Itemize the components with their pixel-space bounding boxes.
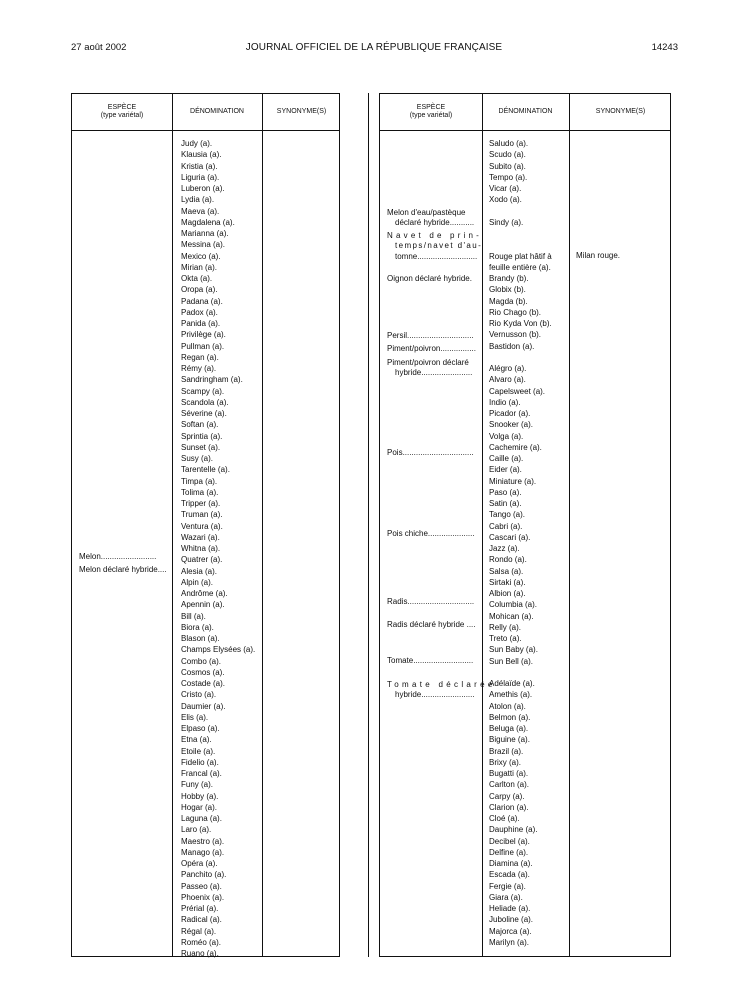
variety-entry: Indio (a).: [489, 397, 521, 407]
variety-entry: Judy (a).: [181, 139, 213, 148]
variety-entry: Juboline (a).: [489, 915, 534, 925]
species-entry: Radis déclaré hybride ....: [387, 620, 476, 629]
variety-entry: [489, 228, 552, 239]
variety-entry: Escada (a).: [489, 870, 530, 880]
variety-entry: Biguine (a).: [489, 735, 530, 745]
variety-entry: [489, 206, 552, 217]
variety-entry: Costade (a).: [181, 679, 226, 688]
species-entry: tomne...........................: [395, 252, 478, 261]
variety-entry: Mirian (a).: [181, 262, 218, 272]
variety-entry: Funy (a).: [181, 780, 214, 790]
variety-entry: Amethis (a).: [489, 690, 533, 700]
variety-entry: Giara (a).: [489, 892, 523, 902]
variety-entry: Alégro (a).: [489, 364, 527, 373]
header-page-number: 14243: [651, 42, 678, 53]
species-header-sublabel: (type variétal): [100, 112, 144, 119]
right-table: [379, 93, 671, 957]
header-divider: [380, 130, 670, 131]
species-entry: hybride.......................: [395, 368, 473, 377]
synonyms-column-header: [262, 94, 341, 130]
variety-entry: Delfine (a).: [489, 847, 529, 857]
variety-entry: Sandringham (a).: [181, 375, 243, 385]
variety-entry: Scudo (a).: [489, 150, 526, 160]
variety-entry: Padox (a).: [181, 307, 218, 317]
variety-entry: Magda (b).: [489, 296, 528, 306]
variety-entry: Capelsweet (a).: [489, 386, 546, 396]
variety-entry: Opéra (a).: [181, 859, 218, 868]
variety-entry: Andrôme (a).: [181, 589, 228, 598]
variety-entry: Marianna (a).: [181, 229, 229, 238]
variety-entry: Carpy (a).: [489, 791, 525, 801]
variety-entry: Caille (a).: [489, 454, 524, 463]
variety-entry: Biora (a).: [181, 622, 214, 632]
synonyms-header-label: SYNONYME(S): [595, 108, 646, 115]
variety-entry: Mexico (a).: [181, 251, 221, 261]
variety-entry: Laguna (a).: [181, 814, 222, 823]
variety-entry: Tarentelle (a).: [181, 465, 230, 475]
variety-entry: Dauphine (a).: [489, 825, 538, 835]
species-entry: Piment/poivron................: [387, 344, 476, 353]
variety-entry: Xodo (a).: [489, 195, 522, 205]
variety-entry: Kristia (a).: [181, 161, 218, 171]
species-entry: Oignon déclaré hybride.: [387, 274, 472, 283]
species-entry: temps/navet d'au-: [395, 241, 483, 250]
variety-entry: Regan (a).: [181, 352, 219, 362]
header-title: JOURNAL OFFICIEL DE LA RÉPUBLIQUE FRANÇAISE: [245, 42, 503, 53]
species-entry: hybride........................: [395, 690, 475, 699]
variety-entry: Elis (a).: [181, 712, 209, 722]
species-entry: Tomate...........................: [387, 656, 474, 665]
variety-entry: Beluga (a).: [489, 724, 529, 733]
denomination-column-header: [172, 94, 262, 130]
variety-entry: Daumier (a).: [181, 701, 226, 711]
variety-entry: feuille entière (a).: [489, 262, 551, 272]
variety-entry: Manago (a).: [181, 847, 225, 857]
species-entry: Piment/poivron déclaré: [387, 358, 469, 367]
variety-entry: Hobby (a).: [181, 791, 219, 801]
variety-entry: Sunset (a).: [181, 442, 221, 452]
variety-entry: Tolima (a).: [181, 487, 219, 497]
variety-entry: Volga (a).: [489, 431, 524, 441]
species-entry: Tomate déclarée: [387, 680, 496, 689]
species-header-sublabel: (type variétal): [409, 112, 453, 119]
table-separator: [368, 93, 369, 957]
variety-entry: Salsa (a).: [489, 566, 524, 576]
variety-entry: Albion (a).: [489, 589, 526, 598]
variety-entry: Scampy (a).: [181, 386, 225, 396]
variety-entry: Apennin (a).: [181, 600, 225, 610]
variety-entry: Phoenix (a).: [181, 892, 225, 902]
variety-entry: Globix (b).: [489, 285, 526, 295]
variety-entry: Etoile (a).: [181, 746, 216, 756]
variety-entry: Cristo (a).: [181, 690, 217, 700]
variety-entry: Rio Chago (b).: [489, 307, 542, 317]
variety-entry: Rouge plat hâtif à: [489, 251, 552, 261]
variety-entry: Panchito (a).: [181, 870, 227, 880]
variety-entry: Régal (a).: [181, 926, 217, 936]
variety-entry: Tempo (a).: [489, 172, 528, 182]
variety-entry: Messina (a).: [181, 240, 226, 250]
variety-entry: Etna (a).: [181, 735, 212, 745]
denomination-header-label: DÉNOMINATION: [498, 108, 553, 115]
variety-entry: Whitna (a).: [181, 544, 221, 553]
variety-entry: Heliade (a).: [489, 904, 531, 913]
variety-entry: Decibel (a).: [489, 836, 530, 846]
variety-entry: Roméo (a).: [181, 937, 222, 947]
variety-entry: Tango (a).: [489, 510, 526, 520]
column-divider: [569, 94, 570, 956]
variety-entry: Diamina (a).: [489, 859, 533, 868]
variety-entry: Saludo (a).: [489, 139, 529, 148]
variety-entry: Luberon (a).: [181, 184, 225, 193]
variety-entry: Cascari (a).: [489, 532, 531, 542]
variety-entry: Majorca (a).: [489, 926, 532, 936]
variety-entry: Panida (a).: [181, 319, 221, 328]
synonyms-header-label: SYNONYME(S): [276, 108, 327, 115]
variety-entry: Lydia (a).: [181, 195, 215, 205]
variety-entry: Softan (a).: [181, 420, 219, 430]
variety-entry: [489, 352, 552, 363]
variety-entry: Truman (a).: [181, 510, 223, 520]
synonyms-column-header: [569, 94, 672, 130]
species-entry: Pois................................: [387, 448, 474, 457]
species-entry: Persil..............................: [387, 331, 474, 340]
variety-entry: Prérial (a).: [181, 904, 219, 913]
variety-entry: Clarion (a).: [489, 802, 529, 812]
variety-entry: Treto (a).: [489, 634, 522, 643]
species-header-label: ESPÈCE: [107, 104, 137, 111]
variety-entry: Champs Elysées (a).: [181, 645, 256, 655]
variety-entry: [489, 667, 552, 678]
variety-entry: Picador (a).: [489, 409, 531, 418]
variety-entry: Okta (a).: [181, 274, 213, 283]
variety-entry: Maestro (a).: [181, 836, 225, 846]
variety-entry: Adélaïde (a).: [489, 679, 535, 688]
species-entry: Pois chiche.....................: [387, 529, 475, 538]
variety-entry: Radical (a).: [181, 915, 222, 925]
variety-entry: Bill (a).: [181, 611, 206, 621]
variety-entry: Laro (a).: [181, 825, 212, 835]
variety-entry: Alesia (a).: [181, 566, 218, 576]
variety-entry: Magdalena (a).: [181, 217, 235, 227]
variety-entry: Hogar (a).: [181, 802, 218, 812]
variety-entry: Séverine (a).: [181, 409, 227, 418]
variety-entry: Marilyn (a).: [489, 937, 530, 947]
species-column-header: [380, 94, 482, 130]
variety-entry: Alvaro (a).: [489, 375, 526, 385]
variety-entry: Atolon (a).: [489, 701, 526, 711]
variety-entry: Tripper (a).: [181, 499, 221, 508]
column-divider: [172, 94, 173, 956]
variety-entry: Liguria (a).: [181, 172, 220, 182]
variety-entry: Oropa (a).: [181, 285, 218, 295]
variety-entry: Rio Kyda Von (b).: [489, 319, 552, 328]
variety-entry: Sun Baby (a).: [489, 645, 538, 655]
variety-entry: Rémy (a).: [181, 364, 217, 373]
species-entry: déclaré hybride...........: [395, 218, 475, 227]
variety-entry: Cloé (a).: [489, 814, 520, 823]
variety-entry: Blason (a).: [181, 634, 220, 643]
variety-entry: Relly (a).: [489, 622, 522, 632]
variety-entry: Passeo (a).: [181, 881, 222, 891]
variety-entry: Brixy (a).: [489, 757, 521, 767]
variety-entry: Pullman (a).: [181, 341, 225, 351]
variety-entry: Elpaso (a).: [181, 724, 220, 733]
variety-entry: [489, 239, 552, 250]
species-entry: Melon d'eau/pastèque: [387, 208, 466, 217]
variety-entry: Alpin (a).: [181, 577, 214, 587]
variety-entry: Eider (a).: [489, 465, 522, 475]
variety-entry: Privilège (a).: [181, 330, 226, 340]
variety-entry: Jazz (a).: [489, 544, 520, 553]
variety-entry: Timpa (a).: [181, 476, 218, 486]
variety-entry: Sindy (a).: [489, 217, 524, 227]
denomination-column-header: [482, 94, 569, 130]
variety-entry: Fergie (a).: [489, 881, 526, 891]
variety-entry: Vicar (a).: [489, 184, 522, 193]
variety-entry: Belmon (a).: [489, 712, 531, 722]
variety-entry: Fidelio (a).: [181, 757, 219, 767]
variety-entry: Brazil (a).: [489, 746, 524, 756]
variety-entry: Cabri (a).: [489, 521, 523, 531]
variety-entry: Cachemire (a).: [489, 442, 542, 452]
variety-list: [181, 138, 255, 959]
variety-entry: Miniature (a).: [489, 476, 537, 486]
variety-entry: Wazari (a).: [181, 532, 220, 542]
variety-entry: Rondo (a).: [489, 555, 527, 565]
variety-entry: Quatrer (a).: [181, 555, 223, 565]
variety-entry: Paso (a).: [489, 487, 522, 497]
variety-list: [489, 138, 552, 948]
species-column-header: [72, 94, 172, 130]
variety-entry: Klausia (a).: [181, 150, 222, 160]
variety-entry: Carlton (a).: [489, 780, 530, 790]
species-entry: Melon déclaré hybride....: [79, 565, 167, 574]
variety-entry: Susy (a).: [181, 454, 214, 463]
variety-entry: Snooker (a).: [489, 420, 534, 430]
denomination-header-label: DÉNOMINATION: [190, 108, 244, 115]
variety-entry: Vernusson (b).: [489, 330, 542, 340]
left-table: [71, 93, 340, 957]
variety-entry: Sprintia (a).: [181, 431, 223, 441]
variety-entry: Francal (a).: [181, 769, 222, 778]
header-divider: [72, 130, 339, 131]
variety-entry: Maeva (a).: [181, 206, 220, 216]
species-entry: Radis..............................: [387, 597, 475, 606]
column-divider: [482, 94, 483, 956]
variety-entry: Bugatti (a).: [489, 769, 529, 778]
species-header-label: ESPÈCE: [416, 104, 446, 111]
variety-entry: Padana (a).: [181, 296, 223, 306]
variety-entry: Sirtaki (a).: [489, 577, 526, 587]
variety-entry: Sun Bell (a).: [489, 656, 534, 666]
variety-entry: Combo (a).: [181, 656, 222, 666]
species-entry: Melon.........................: [79, 552, 157, 561]
synonym-entry: Milan rouge.: [576, 251, 621, 260]
variety-entry: Cosmos (a).: [181, 667, 225, 677]
variety-entry: Satin (a).: [489, 499, 522, 508]
column-divider: [262, 94, 263, 956]
variety-entry: Ruano (a).: [181, 949, 219, 958]
variety-entry: Bastidon (a).: [489, 341, 535, 351]
variety-entry: Columbia (a).: [489, 600, 538, 610]
variety-entry: Mohican (a).: [489, 611, 534, 621]
variety-entry: Brandy (b).: [489, 274, 529, 283]
variety-entry: Subito (a).: [489, 161, 526, 171]
variety-entry: Scandola (a).: [181, 397, 229, 407]
species-entry: Navet de prin-: [387, 231, 483, 240]
header-date: 27 août 2002: [71, 42, 127, 53]
variety-entry: Ventura (a).: [181, 521, 223, 531]
